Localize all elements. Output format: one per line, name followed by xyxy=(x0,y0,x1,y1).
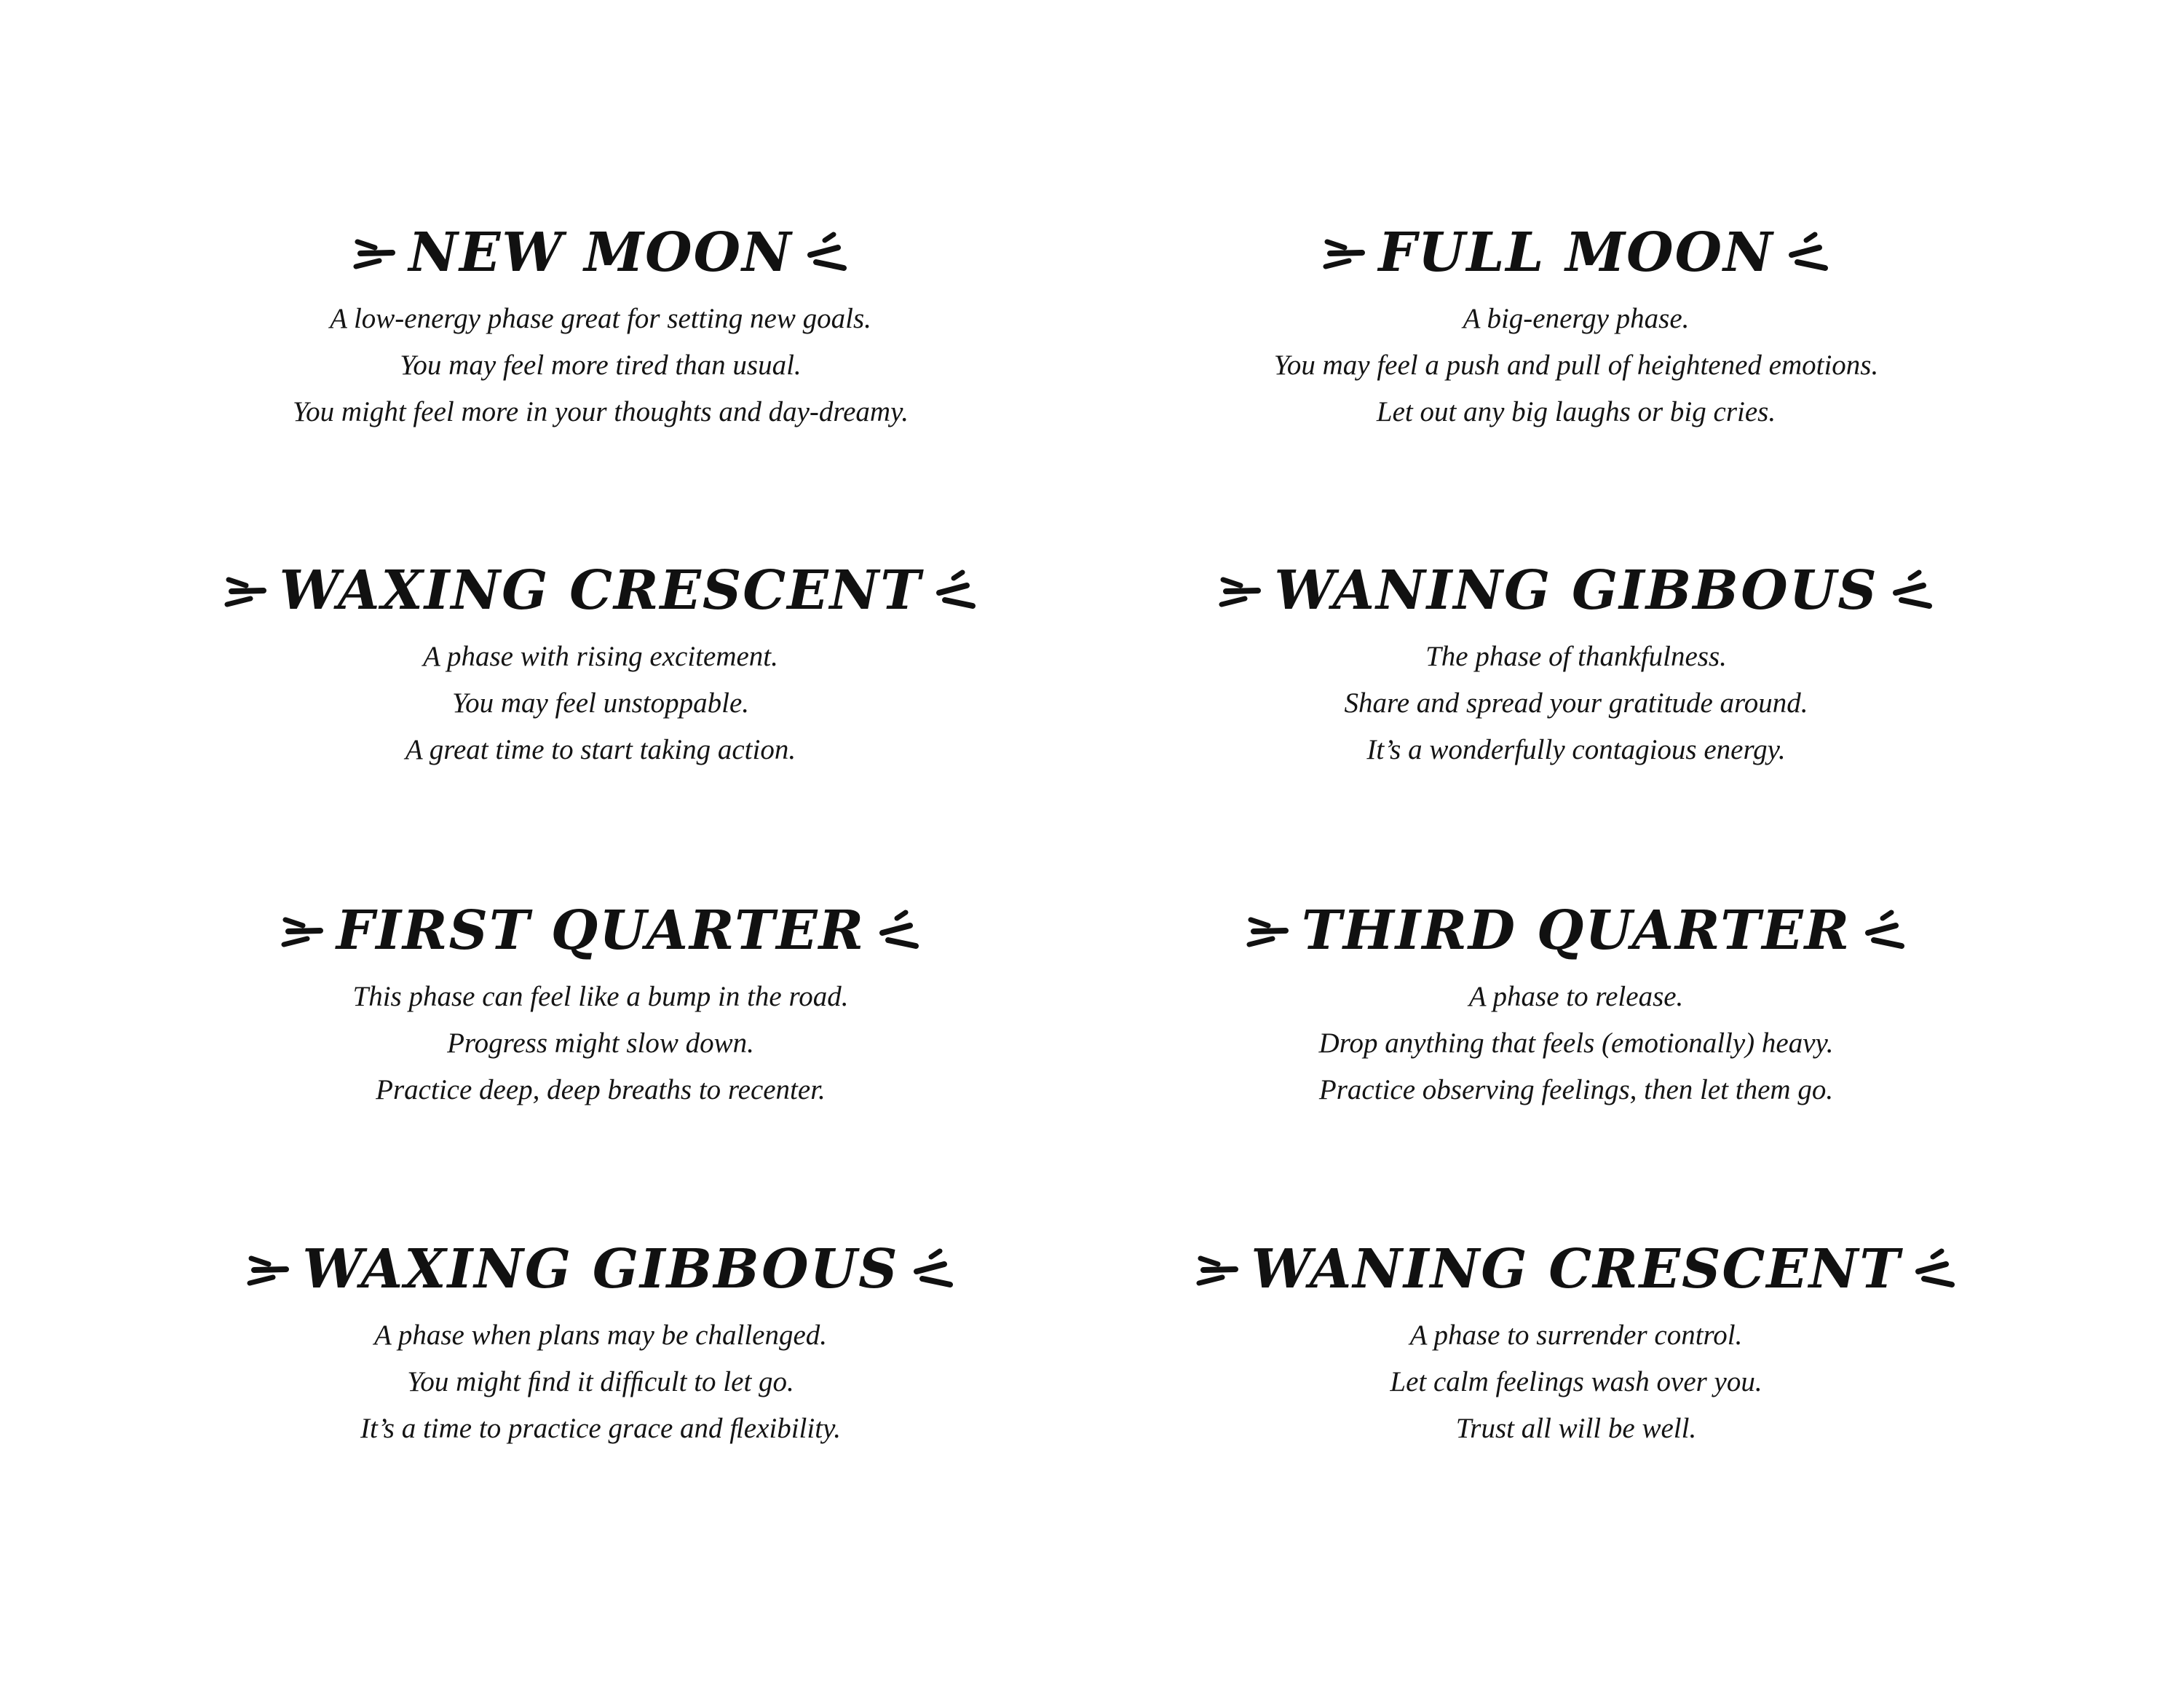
dash-lines-left-icon xyxy=(1323,230,1366,275)
phase-title-row xyxy=(1103,213,2049,293)
phase-title: FIRST QUARTER xyxy=(336,899,866,962)
phase-card-first-quarter xyxy=(127,891,1074,1113)
phase-line: You may feel more tired than usual. xyxy=(400,350,802,381)
phase-line: A phase when plans may be challenged. xyxy=(373,1320,828,1351)
phase-title-row xyxy=(127,551,1074,631)
phase-title-row xyxy=(127,1229,1074,1309)
dash-lines-right-icon xyxy=(933,568,977,613)
dash-lines-right-icon xyxy=(1862,908,1906,953)
dash-lines-left-icon xyxy=(1219,568,1262,613)
phase-line: Let out any big laughs or big cries. xyxy=(1376,396,1776,427)
dash-lines-left-icon xyxy=(1196,1247,1240,1292)
phase-line: You may feel a push and pull of heightened emotions. xyxy=(1273,350,1879,381)
phase-card-waning-crescent xyxy=(1103,1229,2049,1452)
phase-title-row xyxy=(1103,551,2049,631)
phase-line: A phase to release. xyxy=(1468,981,1684,1012)
phase-line: Trust all will be well. xyxy=(1455,1413,1697,1444)
phase-title: NEW MOON xyxy=(408,221,793,284)
phase-line: This phase can feel like a bump in the road. xyxy=(352,981,849,1012)
phase-title-row xyxy=(127,213,1074,293)
phase-title: THIRD QUARTER xyxy=(1301,899,1851,962)
phase-line: A phase with rising excitement. xyxy=(423,641,778,672)
phase-title: WAXING GIBBOUS xyxy=(302,1238,899,1301)
phase-line: It’s a time to practice grace and ﬂexibility. xyxy=(360,1413,841,1444)
phase-line: A phase to surrender control. xyxy=(1409,1320,1743,1351)
phase-card-third-quarter xyxy=(1103,891,2049,1113)
phase-card-waxing-gibbous xyxy=(127,1229,1074,1452)
phase-title-row xyxy=(1103,1229,2049,1309)
phase-line: Let calm feelings wash over you. xyxy=(1390,1366,1762,1397)
dash-lines-right-icon xyxy=(804,230,848,275)
phase-card-waxing-crescent xyxy=(127,551,1074,773)
phase-title: WANING CRESCENT xyxy=(1251,1238,1902,1301)
phase-card-new-moon xyxy=(127,213,1074,435)
dash-lines-right-icon xyxy=(877,908,920,953)
phase-description xyxy=(127,296,1074,435)
phase-description xyxy=(127,634,1074,773)
dash-lines-right-icon xyxy=(911,1247,954,1292)
phase-title: FULL MOON xyxy=(1378,221,1774,284)
phase-description xyxy=(127,1312,1074,1452)
phase-description xyxy=(127,974,1074,1113)
phase-line: The phase of thankfulness. xyxy=(1425,641,1727,672)
dash-lines-left-icon xyxy=(1246,908,1290,953)
phase-line: Practice deep, deep breaths to recenter. xyxy=(376,1074,826,1105)
phase-title: WAXING CRESCENT xyxy=(279,559,922,622)
dash-lines-right-icon xyxy=(1912,1247,1956,1292)
phase-description xyxy=(1103,974,2049,1113)
phase-title: WANING GIBBOUS xyxy=(1274,559,1878,622)
phase-line: Progress might slow down. xyxy=(447,1028,754,1059)
phase-line: Practice observing feelings, then let them go. xyxy=(1318,1074,1834,1105)
dash-lines-right-icon xyxy=(1890,568,1934,613)
dash-lines-right-icon xyxy=(1786,230,1829,275)
dash-lines-left-icon xyxy=(224,568,268,613)
phase-line: Share and spread your gratitude around. xyxy=(1344,687,1808,719)
phase-card-full-moon xyxy=(1103,213,2049,435)
phase-description xyxy=(1103,296,2049,435)
phase-description xyxy=(1103,634,2049,773)
dash-lines-left-icon xyxy=(281,908,325,953)
phase-line: It’s a wonderfully contagious energy. xyxy=(1366,734,1786,765)
dash-lines-left-icon xyxy=(247,1247,290,1292)
phase-title-row xyxy=(1103,891,2049,971)
phase-line: A big-energy phase. xyxy=(1463,303,1690,334)
phase-line: You might ﬁnd it difﬁcult to let go. xyxy=(407,1366,794,1397)
phase-line: You may feel unstoppable. xyxy=(451,687,750,719)
phase-description xyxy=(1103,1312,2049,1452)
phase-card-waning-gibbous xyxy=(1103,551,2049,773)
phase-line: A great time to start taking action. xyxy=(405,734,796,765)
phase-title-row xyxy=(127,891,1074,971)
phase-line: You might feel more in your thoughts and day-dreamy. xyxy=(292,396,909,427)
dash-lines-left-icon xyxy=(353,230,397,275)
phase-line: Drop anything that feels (emotionally) heavy. xyxy=(1318,1028,1834,1059)
phase-line: A low-energy phase great for setting new goals. xyxy=(330,303,871,334)
